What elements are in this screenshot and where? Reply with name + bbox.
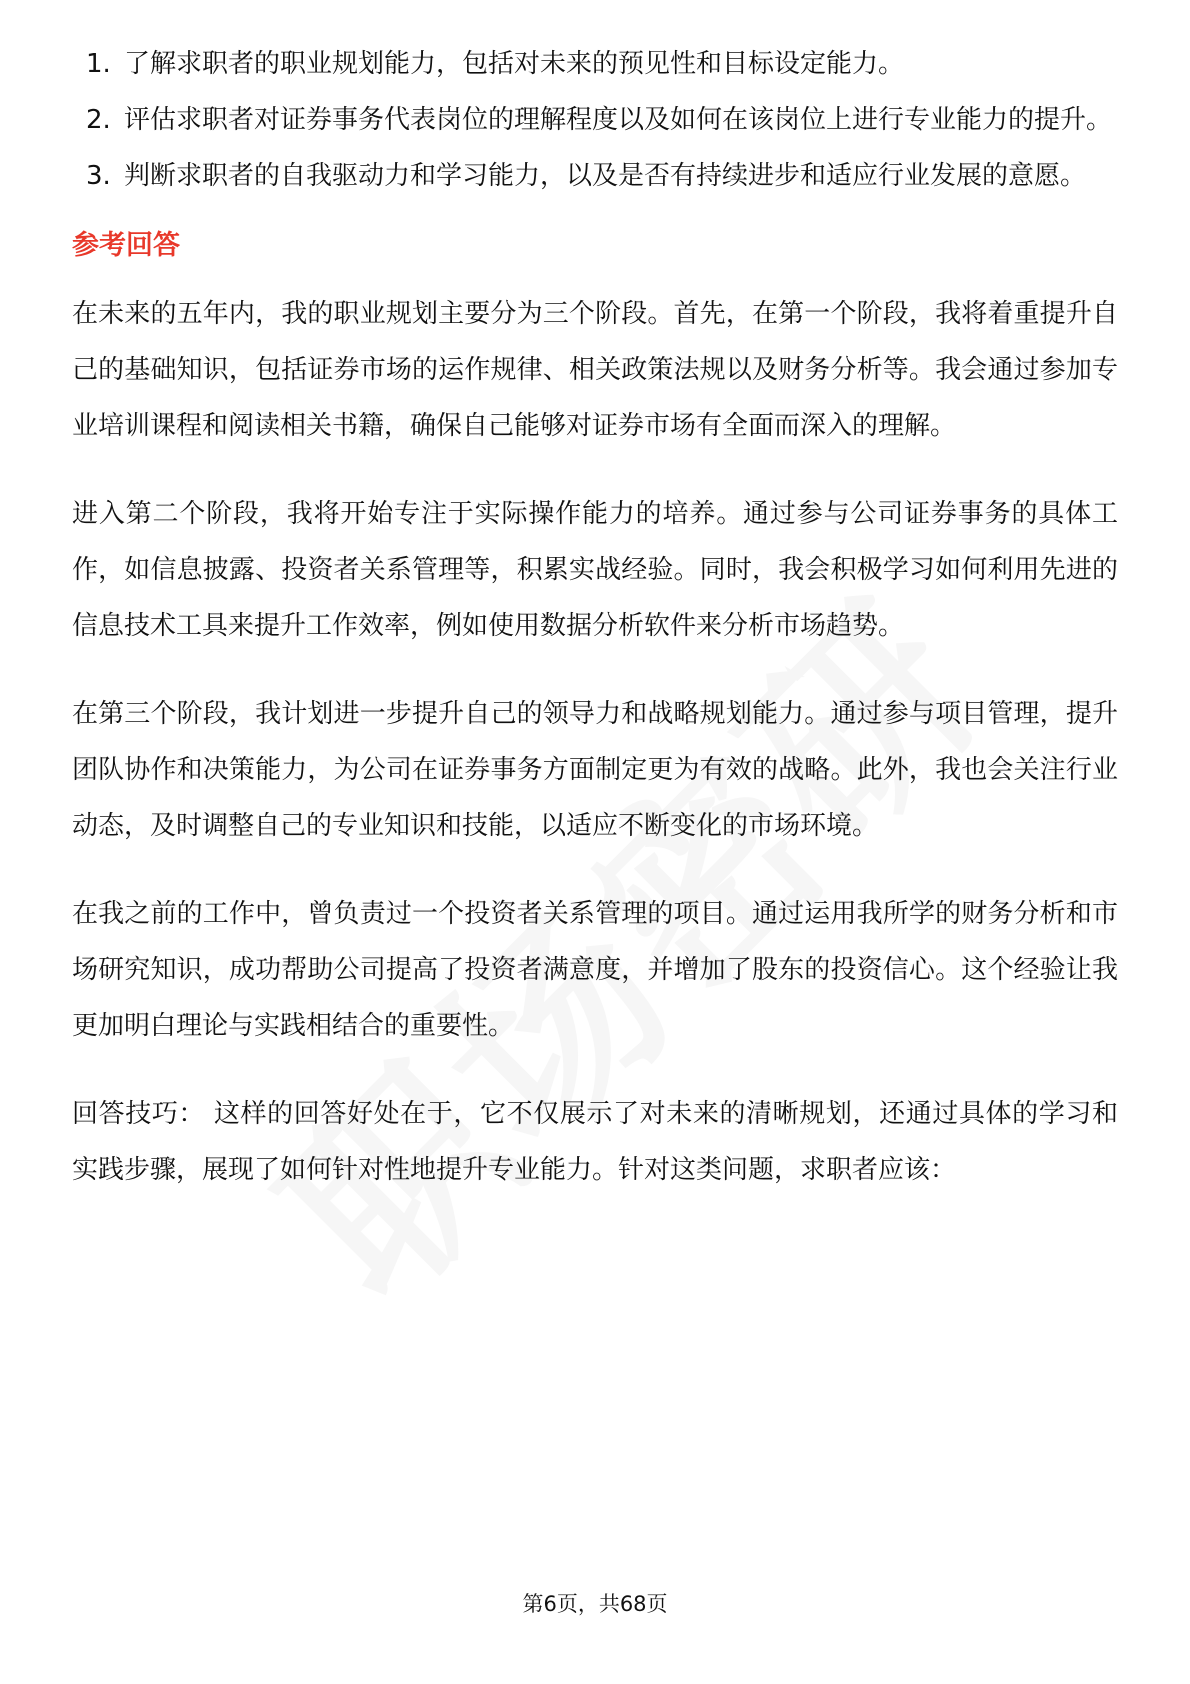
answer-paragraph: 在未来的五年内，我的职业规划主要分为三个阶段。首先，在第一个阶段，我将着重提升自己的基础知识，包括证券市场的运作规律、相关政策法规以及财务分析等。我会通过参加专业培训课程和阅读相关书籍，确保自己能够对证券市场有全面而深入的理解。 (72, 299, 1118, 441)
numbered-list (72, 36, 1118, 204)
answer-paragraph: 在第三个阶段，我计划进一步提升自己的领导力和战略规划能力。通过参与项目管理，提升团队协作和决策能力，为公司在证券事务方面制定更为有效的战略。此外，我也会关注行业动态，及时调整自己的专业知识和技能，以适应不断变化的市场环境。 (72, 699, 1118, 841)
list-item (72, 36, 1118, 92)
list-item-number: 2. (86, 105, 111, 135)
section-title: 参考回答 (72, 230, 180, 261)
tips-paragraph: 回答技巧： 这样的回答好处在于，它不仅展示了对未来的清晰规划，还通过具体的学习和实践步骤，展现了如何针对性地提升专业能力。针对这类问题，求职者应该： (72, 1099, 1118, 1185)
answer-paragraph: 在我之前的工作中，曾负责过一个投资者关系管理的项目。通过运用我所学的财务分析和市场研究知识，成功帮助公司提高了投资者满意度，并增加了股东的投资信心。这个经验让我更加明白理论与实践相结合的重要性。 (72, 899, 1118, 1041)
page-number-footer: 第6页，共68页 (522, 1592, 668, 1616)
list-item-number: 1. (86, 49, 111, 79)
list-item-text: 了解求职者的职业规划能力，包括对未来的预见性和目标设定能力。 (124, 49, 905, 79)
list-item-text: 评估求职者对证券事务代表岗位的理解程度以及如何在该岗位上进行专业能力的提升。 (124, 105, 1113, 135)
list-item (72, 92, 1118, 148)
list-item-text: 判断求职者的自我驱动力和学习能力，以及是否有持续进步和适应行业发展的意愿。 (124, 161, 1087, 191)
list-item (72, 148, 1118, 204)
list-item-number: 3. (86, 161, 111, 191)
page-content (72, 36, 1118, 1218)
answer-paragraph: 进入第二个阶段，我将开始专注于实际操作能力的培养。通过参与公司证券事务的具体工作，如信息披露、投资者关系管理等，积累实战经验。同时，我会积极学习如何利用先进的信息技术工具来提升工作效率，例如使用数据分析软件来分析市场趋势。 (72, 499, 1118, 641)
